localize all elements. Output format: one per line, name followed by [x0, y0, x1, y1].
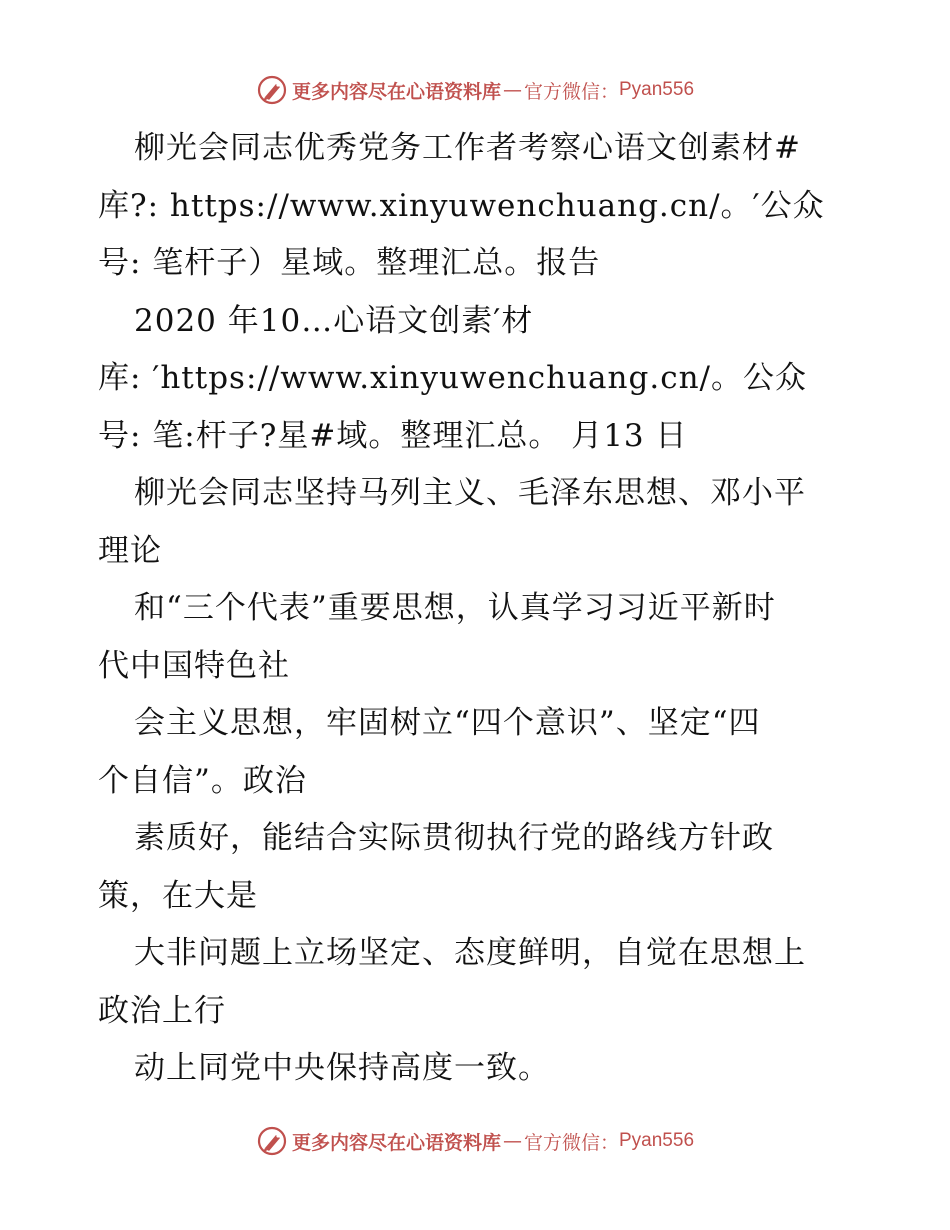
- text-line: 号: 笔杆子）星域。整理汇总。报告: [98, 245, 601, 281]
- pen-logo-icon: [256, 74, 288, 106]
- document-body: [98, 120, 858, 1098]
- text-line: 和“三个代表”重要思想，认真学习习近平新时: [134, 590, 776, 626]
- text-line: 政治上行: [98, 992, 226, 1029]
- text-line: 个自信”。政治: [98, 762, 307, 799]
- header-wechat-id: Pyan556: [619, 79, 695, 100]
- footer-main-text: 更多内容尽在心语资料库: [291, 1131, 501, 1154]
- text-line: 动上同党中央保持高度一致。: [134, 1050, 550, 1086]
- text-line: 库?: https://www.xinyuwenchuang.cn/。′公众: [98, 187, 825, 224]
- footer-sub-text: 官方微信：: [523, 1131, 619, 1154]
- footer-separator: —: [502, 1130, 522, 1152]
- text-line: 号: 笔:杆子?星#域。整理汇总。 月13 日: [98, 417, 688, 454]
- text-line: 理论: [98, 532, 162, 569]
- text-line: 代中国特色社: [98, 647, 290, 684]
- header-main-text: 更多内容尽在心语资料库: [291, 80, 501, 103]
- header-banner: [0, 70, 950, 110]
- text-line: 会主义思想，牢固树立“四个意识”、坚定“四: [134, 705, 761, 741]
- text-line: 库: ′https://www.xinyuwenchuang.cn/。公众: [98, 360, 807, 396]
- header-sub-text: 官方微信：: [523, 80, 619, 103]
- text-line: 大非问题上立场坚定、态度鲜明，自觉在思想上: [134, 935, 806, 971]
- pen-logo-icon: [256, 1125, 288, 1157]
- footer-banner: [0, 1121, 950, 1161]
- footer-wechat-id: Pyan556: [619, 1130, 695, 1151]
- header-separator: —: [502, 79, 522, 101]
- text-line: 柳光会同志优秀党务工作者考察心语文创素材#: [134, 130, 801, 166]
- text-line: 素质好，能结合实际贯彻执行党的路线方针政: [134, 820, 774, 856]
- text-line: 柳光会同志坚持马列主义、毛泽东思想、邓小平: [134, 475, 806, 511]
- text-line: 2020 年10…心语文创素′材: [134, 302, 534, 339]
- text-line: 策，在大是: [98, 877, 258, 914]
